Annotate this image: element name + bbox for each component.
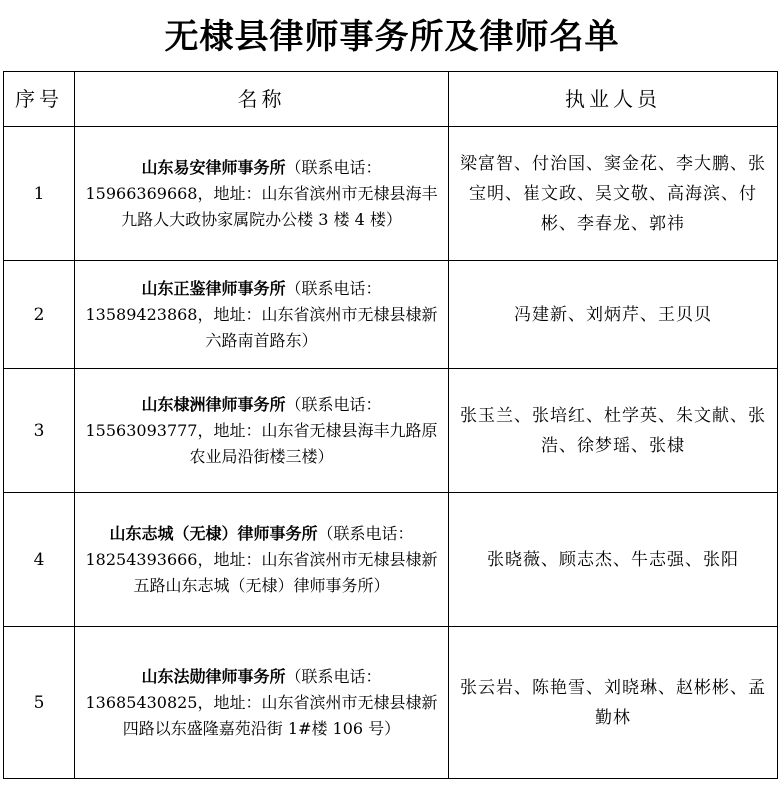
staff-list: 冯建新、刘炳芹、王贝贝 — [449, 261, 778, 369]
firm-name: 山东棣洲律师事务所 — [141, 394, 286, 414]
column-header-index: 序号 — [4, 72, 75, 127]
firm-cell — [75, 369, 449, 493]
staff-list: 张玉兰、张培红、杜学英、朱文献、张浩、徐梦瑶、张棣 — [449, 369, 778, 493]
table-row — [4, 627, 778, 779]
column-header-staff: 执业人员 — [449, 72, 778, 127]
row-index: 4 — [4, 493, 75, 627]
row-index: 1 — [4, 127, 75, 261]
firm-cell — [75, 493, 449, 627]
staff-list: 张云岩、陈艳雪、刘晓琳、赵彬彬、孟勤林 — [449, 627, 778, 779]
table-row — [4, 261, 778, 369]
staff-list: 梁富智、付治国、窦金花、李大鹏、张宝明、崔文政、吴文敬、高海滨、付彬、李春龙、郭祎 — [449, 127, 778, 261]
firm-cell — [75, 127, 449, 261]
firm-name: 山东志城（无棣）律师事务所 — [109, 523, 318, 543]
table-row — [4, 493, 778, 627]
table-header-row — [4, 72, 778, 127]
firm-name: 山东易安律师事务所 — [141, 157, 286, 177]
table-row — [4, 127, 778, 261]
firm-contact: （联系电话：18254393666，地址：山东省滨州市无棣县棣新五路山东志城（无棣）律师事务所） — [85, 523, 438, 595]
firm-name: 山东正鉴律师事务所 — [141, 278, 286, 298]
lawyer-directory-table — [3, 71, 778, 779]
column-header-name: 名称 — [75, 72, 449, 127]
row-index: 2 — [4, 261, 75, 369]
staff-list: 张晓薇、顾志杰、牛志强、张阳 — [449, 493, 778, 627]
firm-contact: （联系电话：15966369668，地址：山东省滨州市无棣县海丰九路人大政协家属院办公楼 3 楼 4 楼） — [85, 157, 438, 229]
firm-contact: （联系电话：13589423868，地址：山东省滨州市无棣县棣新六路南首路东） — [85, 278, 438, 350]
firm-contact: （联系电话：15563093777，地址：山东省无棣县海丰九路原农业局沿街楼三楼） — [85, 394, 438, 466]
firm-cell — [75, 627, 449, 779]
page-title: 无棣县律师事务所及律师名单 — [164, 17, 620, 57]
firm-cell — [75, 261, 449, 369]
row-index: 5 — [4, 627, 75, 779]
firm-contact: （联系电话：13685430825，地址：山东省滨州市无棣县棣新四路以东盛隆嘉苑沿街 1#楼 106 号） — [85, 666, 438, 738]
firm-name: 山东法勋律师事务所 — [141, 666, 286, 686]
row-index: 3 — [4, 369, 75, 493]
table-row — [4, 369, 778, 493]
